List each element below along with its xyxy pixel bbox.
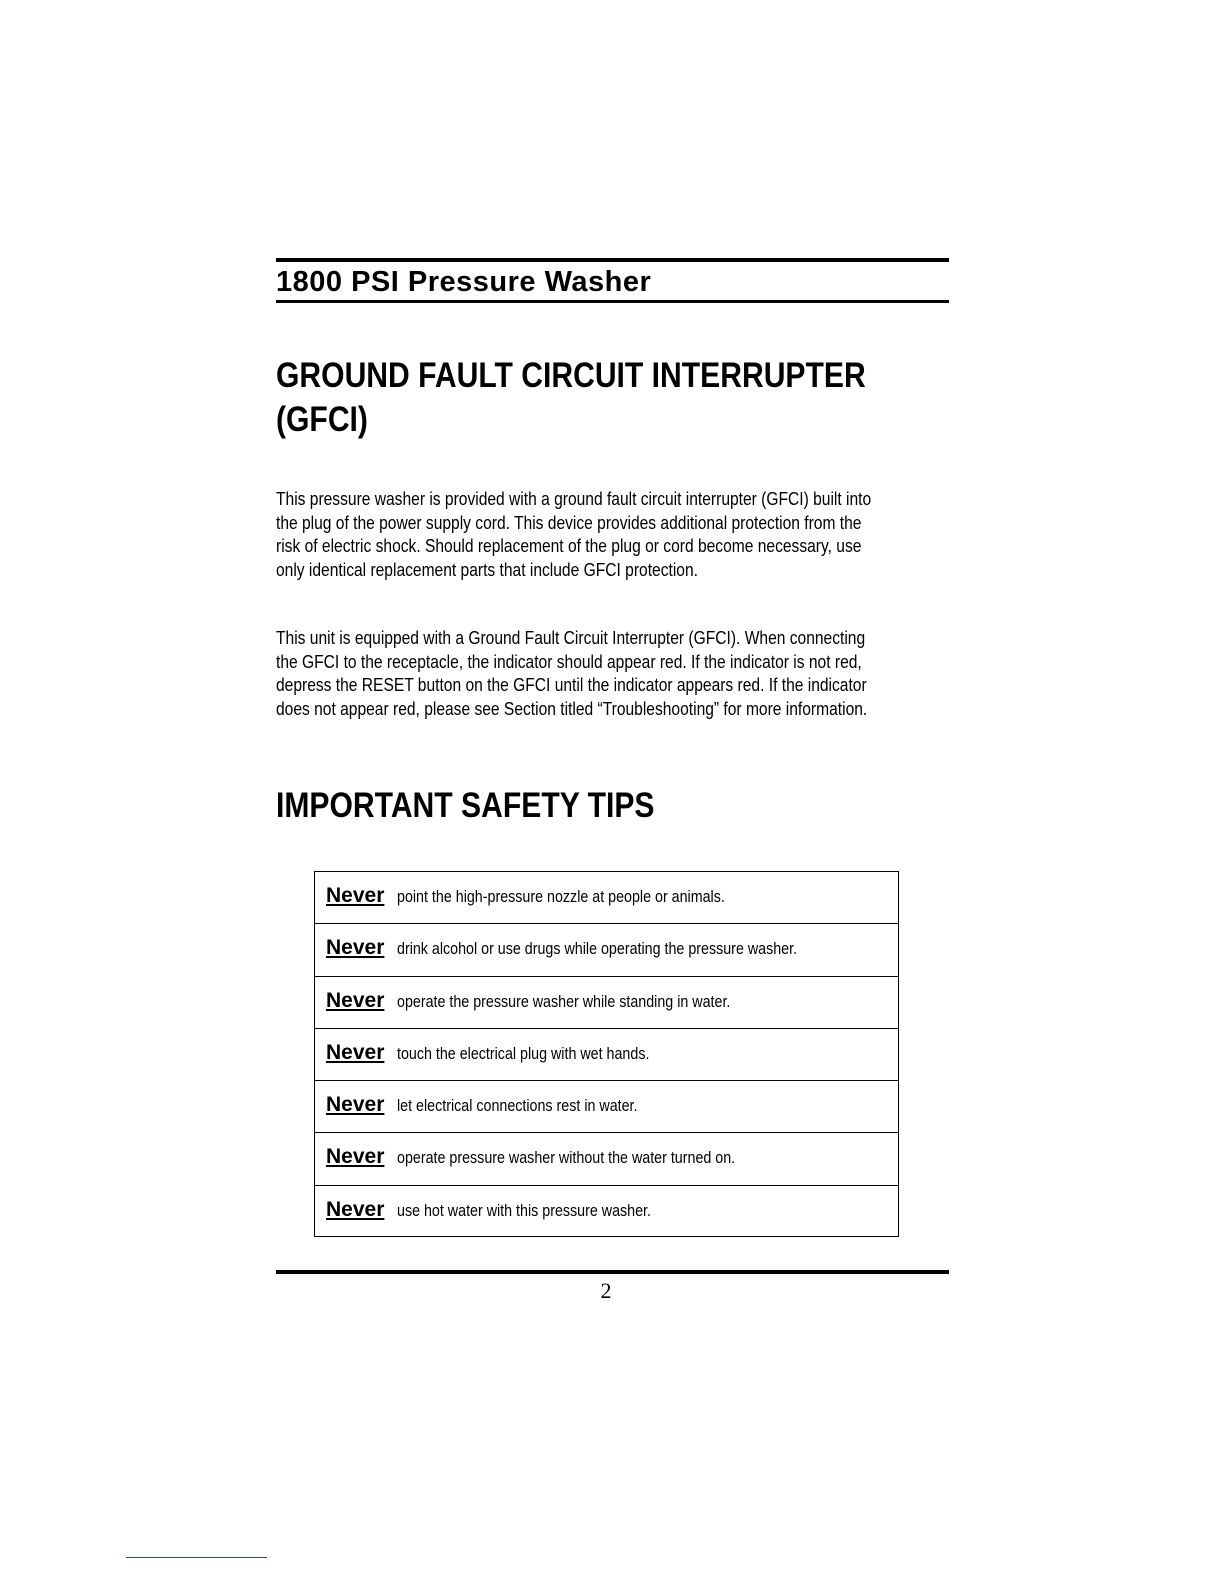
safety-tip-row <box>315 1081 898 1133</box>
safety-tips-table <box>314 871 899 1237</box>
tip-text: point the high-pressure nozzle at people or animals. <box>397 887 725 906</box>
header-bottom-rule <box>276 300 949 303</box>
tip-text: operate the pressure washer while standing in water. <box>397 991 731 1011</box>
safety-tip-row <box>315 872 898 924</box>
paragraph-line: the plug of the power supply cord. This device provides additional protection from the <box>276 512 862 533</box>
gfci-heading-line1: GROUND FAULT CIRCUIT INTERRUPTER <box>276 356 866 395</box>
tip-text: operate pressure washer without the water turned on. <box>397 1148 736 1168</box>
tip-text: drink alcohol or use drugs while operating the pressure washer. <box>397 939 798 959</box>
safety-tip-row <box>315 1133 898 1185</box>
tip-keyword: Never <box>326 1197 385 1221</box>
paragraph-line: only identical replacement parts that include GFCI protection. <box>276 560 698 581</box>
tip-text: let electrical connections rest in water. <box>397 1096 638 1116</box>
tip-text: use hot water with this pressure washer. <box>397 1200 651 1220</box>
safety-tip-row <box>315 924 898 976</box>
paragraph-line: risk of electric shock. Should replacement of the plug or cord become necessary, use <box>276 536 862 557</box>
paragraph-line: This unit is equipped with a Ground Fault Circuit Interrupter (GFCI). When connecting <box>276 628 866 648</box>
tip-text: touch the electrical plug with wet hands. <box>397 1043 650 1063</box>
tip-keyword: Never <box>326 884 385 907</box>
paragraph-line: does not appear red, please see Section titled “Troubleshooting” for more information. <box>276 699 868 720</box>
tip-keyword: Never <box>326 1093 385 1117</box>
gfci-heading-line2: (GFCI) <box>276 400 368 439</box>
page-number: 2 <box>600 1278 612 1303</box>
header-top-rule <box>276 258 949 262</box>
footnote-separator <box>126 1557 267 1558</box>
tip-keyword: Never <box>326 936 385 960</box>
paragraph-line: depress the RESET button on the GFCI until the indicator appears red. If the indicator <box>276 675 867 696</box>
paragraph-line: the GFCI to the receptacle, the indicator should appear red. If the indicator is not red, <box>276 651 862 672</box>
tip-keyword: Never <box>326 1040 385 1064</box>
footer-rule <box>276 1270 949 1274</box>
safety-tip-row <box>315 1186 898 1238</box>
tip-keyword: Never <box>326 1145 385 1169</box>
safety-heading: IMPORTANT SAFETY TIPS <box>276 786 655 825</box>
safety-tip-row <box>315 1029 898 1081</box>
safety-tip-row <box>315 977 898 1029</box>
tip-keyword: Never <box>326 988 385 1012</box>
document-title: 1800 PSI Pressure Washer <box>276 266 652 298</box>
gfci-paragraph-2 <box>276 627 951 722</box>
paragraph-line: This pressure washer is provided with a ground fault circuit interrupter (GFCI) built into <box>276 489 872 509</box>
gfci-paragraph-1 <box>276 488 951 583</box>
